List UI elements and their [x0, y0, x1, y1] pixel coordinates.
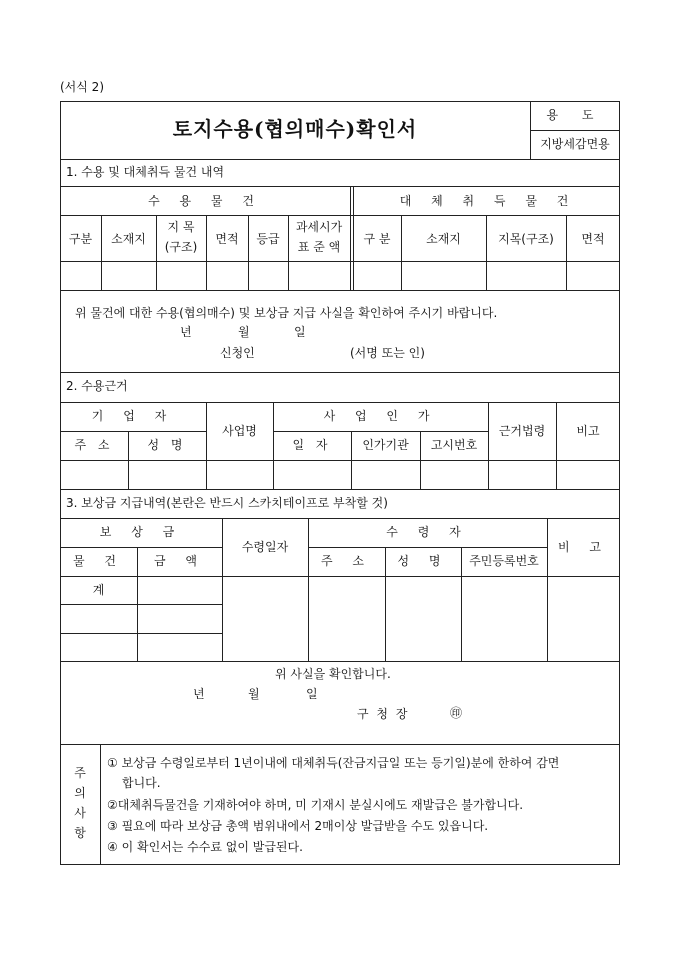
col-tax-value: 과세시가: [295, 220, 343, 234]
note-3: ③ 필요에 따라 보상금 총액 범위내에서 2매이상 발급받을 수도 있읍니다.: [107, 819, 489, 833]
col-project-name: 사업명: [222, 424, 257, 438]
col-approval-authority: 인가기관: [362, 438, 409, 452]
note-1-cont: 합니다.: [122, 776, 161, 790]
col-item: 물 건: [73, 554, 124, 568]
page-title: 토지수용(협의매수)확인서: [172, 117, 418, 141]
col-r-category: 구 분: [363, 232, 391, 246]
official-title: 구 청 장: [357, 707, 410, 721]
notes-label-1: 주: [74, 766, 86, 780]
col-receipt-date: 수령일자: [241, 540, 289, 554]
col-land-type: 지 목: [167, 220, 195, 234]
usage-label: 용 도: [546, 108, 604, 122]
signature-label: (서명 또는 인): [350, 346, 425, 360]
date-month: 월: [238, 325, 250, 339]
col-rec-name: 성 명: [397, 554, 449, 568]
section3-heading: 3. 보상금 지급내역(본란은 반드시 스카치테이프로 부착할 것): [66, 496, 388, 510]
notes-label-4: 항: [74, 826, 86, 840]
usage-value: 지방세감면용: [540, 137, 610, 151]
form-label: (서식 2): [60, 80, 104, 94]
applicant-label: 신청인: [220, 346, 255, 360]
total-label: 계: [92, 583, 105, 597]
col-remark: 비고: [576, 424, 600, 438]
col-remark-3: 비 고: [558, 540, 609, 554]
col-r-area: 면적: [581, 232, 605, 246]
date-year: 년: [180, 325, 192, 339]
date3-year: 년: [193, 687, 205, 701]
date-day: 일: [294, 325, 306, 339]
seal-mark: ㊞: [450, 706, 463, 720]
col-legal-basis: 근거법령: [498, 424, 546, 438]
col-ent-name: 성 명: [147, 438, 187, 452]
col-resident-number: 주민등록번호: [469, 554, 539, 568]
date3-day: 일: [306, 687, 318, 701]
col-enterprise: 기 업 자: [91, 409, 175, 423]
notes-label-3: 사: [74, 806, 86, 820]
note-4: ④ 이 확인서는 수수료 없이 발급된다.: [107, 840, 303, 854]
date3-month: 월: [248, 687, 260, 701]
section1-heading: 1. 수용 및 대체취득 물건 내역: [66, 165, 225, 179]
col-grade: 등급: [256, 232, 280, 246]
note-1: ① 보상금 수령일로부터 1년이내에 대체취득(잔금지급일 또는 등기일)분에 한하여 감면: [107, 756, 560, 770]
col-land-structure: (구조): [164, 240, 198, 254]
col-notice-number: 고시번호: [430, 438, 478, 452]
section2-heading: 2. 수용근거: [66, 379, 128, 393]
col-recipient: 수 령 자: [386, 525, 469, 539]
col-approval-date: 일 자: [292, 438, 332, 452]
col-area: 면적: [215, 232, 239, 246]
col-rec-address: 주 소: [321, 554, 372, 568]
col-compensation: 보 상 금: [99, 525, 183, 539]
group-replacement: 대 체 취 득 물 건: [399, 194, 577, 208]
col-location: 소재지: [111, 232, 146, 246]
col-ent-address: 주 소: [74, 438, 114, 452]
col-standard-amount: 표 준 액: [297, 240, 341, 254]
col-category: 구분: [68, 232, 93, 246]
request-text: 위 물건에 대한 수용(협의매수) 및 보상금 지급 사실을 확인하여 주시기 바랍니다.: [75, 306, 498, 320]
confirm-text: 위 사실을 확인합니다.: [275, 667, 391, 681]
group-acquired: 수 용 물 건: [148, 194, 262, 208]
col-r-location: 소재지: [426, 232, 461, 246]
col-r-land-type: 지목(구조): [498, 232, 554, 246]
col-approval: 사 업 인 가: [323, 409, 438, 423]
note-2: ②대체취득물건을 기재하여야 하며, 미 기재시 분실시에도 재발급은 불가합니다.: [107, 798, 524, 812]
notes-label-2: 의: [74, 786, 86, 800]
col-amount: 금 액: [154, 554, 205, 568]
